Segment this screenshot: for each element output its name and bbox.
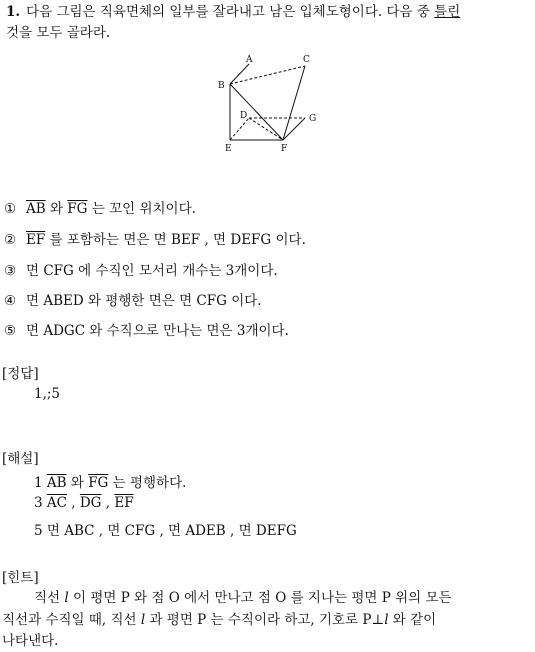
answer-heading: [정답] <box>2 366 39 382</box>
explanation-segment-ef: $\overline{EF}$ <box>114 495 134 511</box>
hint-line-2 <box>2 610 436 630</box>
option-3 <box>4 259 278 279</box>
label-e: E <box>225 144 232 154</box>
hint-text: 직선과 수직일 때, 직선 <box>2 612 141 628</box>
option-4-mark: ④ <box>4 293 17 309</box>
hint-text: 직선 <box>34 590 65 606</box>
hint-line-symbol: l <box>140 612 146 628</box>
question-line-1 <box>6 2 460 22</box>
explanation-1-conj: 와 <box>66 475 89 491</box>
option-1-conj: 와 <box>45 201 68 217</box>
option-3-mark: ③ <box>4 263 17 279</box>
separator: , <box>66 495 80 511</box>
explanation-segment-dg: $\overline{DG}$ <box>79 495 102 511</box>
hint-text: 와 같이 <box>388 612 437 628</box>
explanation-line-1 <box>34 471 186 491</box>
label-f: F <box>281 144 288 154</box>
answer-value: 1,;5 <box>34 386 61 402</box>
hint-line-symbol: l <box>64 590 69 606</box>
label-a: A <box>246 55 253 65</box>
separator: , <box>101 495 115 511</box>
option-4 <box>4 289 262 309</box>
question-text: 다음 그림은 직육면체의 일부를 잘라내고 남은 입체도형이다. 다음 중 <box>26 4 430 20</box>
label-c: C <box>303 55 310 65</box>
explanation-line-3: 5 면 ABC , 면 CFG , 면 ADEB , 면 DEFG <box>34 523 297 539</box>
explanation-segment-fg: $\overline{FG}$ <box>88 475 109 491</box>
option-5-text: 면 ADGC 와 수직으로 만나는 면은 3개이다. <box>26 323 289 339</box>
explanation-heading: [해설] <box>2 451 39 467</box>
edge-bc <box>230 66 305 84</box>
question-line-2: 것을 모두 골라라. <box>6 25 111 41</box>
hint-text: 과 평면 P 는 수직이라 하고, 기호로 P⊥ <box>145 612 385 628</box>
option-5 <box>4 319 289 339</box>
hint-line-symbol: l <box>384 612 389 628</box>
segment-fg: $\overline{FG}$ <box>67 201 88 217</box>
label-g: G <box>309 114 317 124</box>
question-number: 1. <box>6 4 21 20</box>
segment-ef: $\overline{EF}$ <box>26 232 46 248</box>
hint-heading: [힌트] <box>2 570 39 586</box>
explanation-1-rest: 는 평행하다. <box>108 475 187 491</box>
option-1-mark: ① <box>4 201 17 217</box>
explanation-segment-ab: $\overline{AB}$ <box>46 475 67 491</box>
option-1 <box>4 197 196 217</box>
explanation-line-2 <box>34 495 134 511</box>
label-b: B <box>218 81 225 91</box>
hint-line-1 <box>34 588 452 608</box>
option-1-rest: 는 꼬인 위치이다. <box>87 201 196 217</box>
option-2 <box>4 228 306 248</box>
hint-text: 이 평면 P 와 점 O 에서 만나고 점 O 를 지나는 평면 P 위의 모든 <box>68 590 452 606</box>
option-2-rest: 를 포함하는 면은 면 BEF , 면 DEFG 이다. <box>45 232 306 248</box>
edge-bf <box>230 84 283 140</box>
hint-line-3: 나타낸다. <box>2 633 59 649</box>
explanation-2-num: 3 <box>34 495 43 511</box>
edge-ed <box>230 118 249 140</box>
option-2-mark: ② <box>4 232 17 248</box>
solid-figure <box>205 48 335 158</box>
edge-ba <box>230 64 249 84</box>
question-underlined-word: 틀린 <box>434 4 461 20</box>
option-5-mark: ⑤ <box>4 323 17 339</box>
explanation-segment-ac: $\overline{AC}$ <box>46 495 67 511</box>
option-4-text: 면 ABED 와 평행한 면은 면 CFG 이다. <box>26 293 262 309</box>
option-3-text: 면 CFG 에 수직인 모서리 개수는 3개이다. <box>26 263 278 279</box>
label-d: D <box>240 111 248 121</box>
segment-ab: $\overline{AB}$ <box>26 201 46 217</box>
explanation-1-num: 1 <box>34 475 43 491</box>
edge-df <box>249 118 283 140</box>
